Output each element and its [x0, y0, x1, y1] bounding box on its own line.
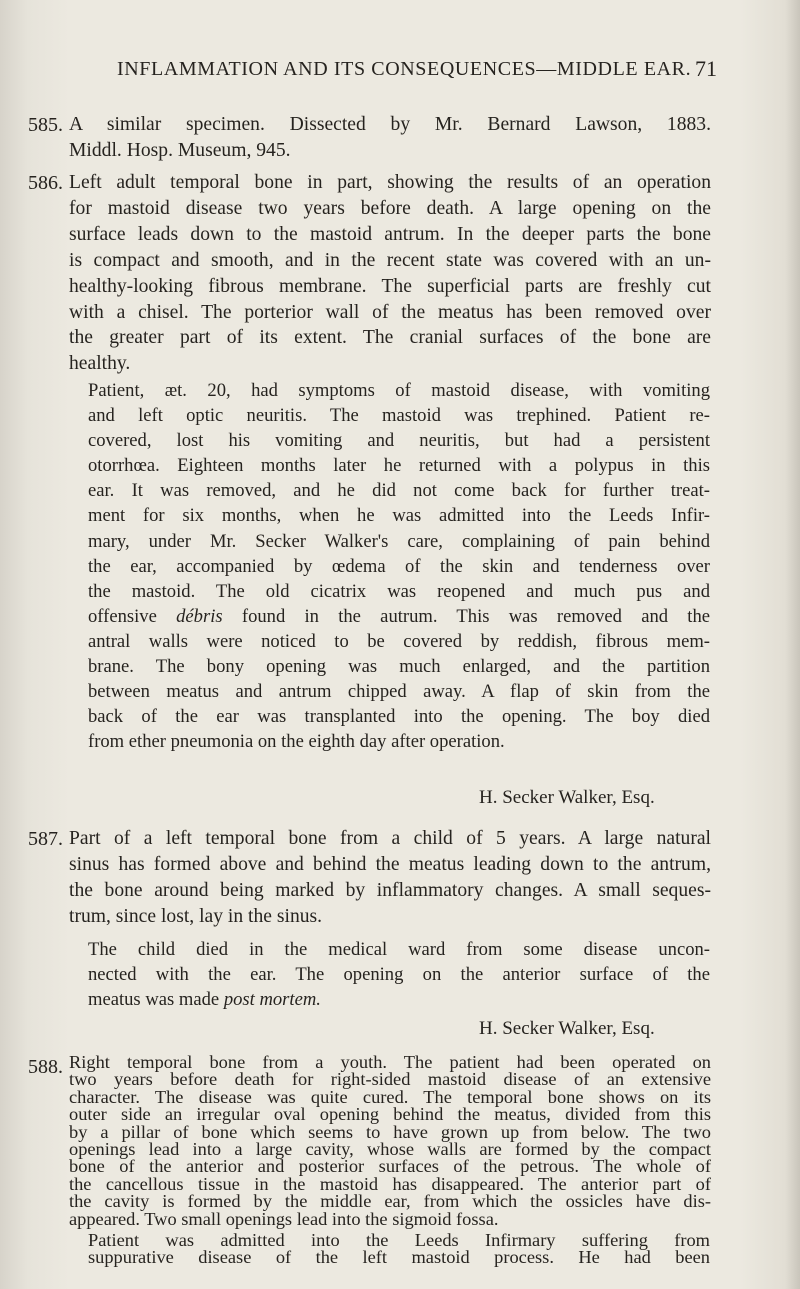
case-history-588	[88, 1232, 710, 1267]
text-line: and left optic neuritis. The mastoid was trephined. Patient re-	[88, 405, 710, 427]
text-line: the cancellous tissue in the mastoid has disappeared. The anterior part of	[69, 1173, 711, 1194]
text-line: Left adult temporal bone in part, showing the results of an operation	[69, 172, 711, 193]
entry-number: 586.	[28, 172, 63, 194]
text-line: for mastoid disease two years before death. A large opening on the	[69, 197, 711, 219]
entry-number: 585.	[28, 114, 63, 136]
text-line: sinus has formed above and behind the meatus leading down to the antrum,	[69, 853, 711, 875]
signature: H. Secker Walker, Esq.	[479, 1018, 655, 1039]
entry-description	[69, 1054, 711, 1228]
entry-description	[69, 112, 711, 164]
text-line: the mastoid. The old cicatrix was reopened and much pus and	[88, 580, 710, 602]
case-history-587	[88, 937, 710, 1012]
text-fragment: offensive	[88, 605, 157, 627]
text-line: otorrhœa. Eighteen months later he returned with a polypus in this	[88, 455, 710, 477]
entry-586	[28, 170, 711, 377]
text-line: Middl. Hosp. Museum, 945.	[69, 139, 291, 161]
entry-number: 587.	[28, 828, 63, 850]
text-line: is compact and smooth, and in the recent state was covered with an un-	[69, 249, 711, 271]
text-line: brane. The bony opening was much enlarged, and the partition	[88, 656, 710, 678]
entry-description	[69, 826, 711, 930]
entry-587	[28, 826, 711, 930]
text-line: The child died in the medical ward from some disease uncon-	[88, 939, 710, 960]
text-line: openings lead into a large cavity, whose walls are formed by the compact	[69, 1139, 711, 1160]
entry-585	[28, 112, 711, 164]
running-title: INFLAMMATION AND ITS CONSEQUENCES—MIDDLE EAR.	[117, 58, 692, 80]
entry-description	[69, 170, 711, 377]
text-line: the ear, accompanied by œdema of the skin and tenderness over	[88, 555, 710, 577]
text-line: healthy.	[69, 353, 131, 375]
text-line: healthy-looking fibrous membrane. The superficial parts are freshly cut	[69, 275, 711, 297]
text-line: the bone around being marked by inflammatory changes. A small seques-	[69, 879, 711, 901]
text-line: suppurative disease of the left mastoid process. He had been	[88, 1247, 710, 1268]
text-line: back of the ear was transplanted into the opening. The boy died	[88, 706, 710, 728]
text-line: the cavity is formed by the middle ear, from which the ossicles have dis-	[69, 1191, 711, 1212]
text-line: Part of a left temporal bone from a child of 5 years. A large natural	[69, 828, 711, 849]
case-history-586	[88, 378, 710, 754]
text-line: from ether pneumonia on the eighth day after operation.	[88, 731, 505, 753]
italic-term: post mortem.	[223, 989, 321, 1011]
text-line: trum, since lost, lay in the sinus.	[69, 905, 323, 927]
text-line: between meatus and antrum chipped away. A flap of skin from the	[88, 681, 710, 703]
entry-588	[28, 1054, 711, 1228]
text-line: antral walls were noticed to be covered by reddish, fibrous mem-	[88, 630, 710, 652]
text-line: covered, lost his vomiting and neuritis, but had a persistent	[88, 430, 710, 452]
italic-term: débris	[176, 605, 223, 627]
text-line: bone of the anterior and posterior surfaces of the petrous. The whole of	[69, 1156, 711, 1177]
text-line: character. The disease was quite cured. The temporal bone shows on its	[69, 1086, 711, 1107]
text-fragment: meatus was made	[88, 989, 220, 1011]
text-line: Patient was admitted into the Leeds Infirmary suffering from	[88, 1230, 710, 1250]
text-line: with a chisel. The porterior wall of the meatus has been removed over	[69, 301, 711, 323]
text-line: nected with the ear. The opening on the anterior surface of the	[88, 964, 710, 986]
text-line: appeared. Two small openings lead into the sigmoid fossa.	[69, 1208, 499, 1229]
text-fragment: found in the autrum. This was removed and the	[241, 605, 711, 627]
text-line: Patient, æt. 20, had symptoms of mastoid disease, with vomiting	[88, 380, 710, 401]
text-line	[88, 604, 710, 629]
text-line: outer side an irregular oval opening behind the meatus, divided from this	[69, 1104, 711, 1125]
text-line: the greater part of its extent. The cranial surfaces of the bone are	[69, 327, 711, 349]
text-line: mary, under Mr. Secker Walker's care, complaining of pain behind	[88, 530, 710, 552]
text-line: two years before death for right-sided mastoid disease of an extensive	[69, 1069, 711, 1090]
text-line: A similar specimen. Dissected by Mr. Bernard Lawson, 1883.	[69, 114, 711, 135]
text-line	[88, 987, 710, 1012]
entry-number: 588.	[28, 1056, 63, 1078]
signature: H. Secker Walker, Esq.	[479, 787, 655, 808]
text-line: ear. It was removed, and he did not come back for further treat-	[88, 480, 710, 502]
text-line: by a pillar of bone which seems to have grown up from below. The two	[69, 1121, 711, 1142]
text-line: ment for six months, when he was admitted into the Leeds Infir-	[88, 505, 710, 527]
page-number: 71	[695, 56, 717, 81]
text-line: surface leads down to the mastoid antrum. In the deeper parts the bone	[69, 223, 711, 245]
text-line: Right temporal bone from a youth. The patient had been operated on	[69, 1052, 711, 1072]
